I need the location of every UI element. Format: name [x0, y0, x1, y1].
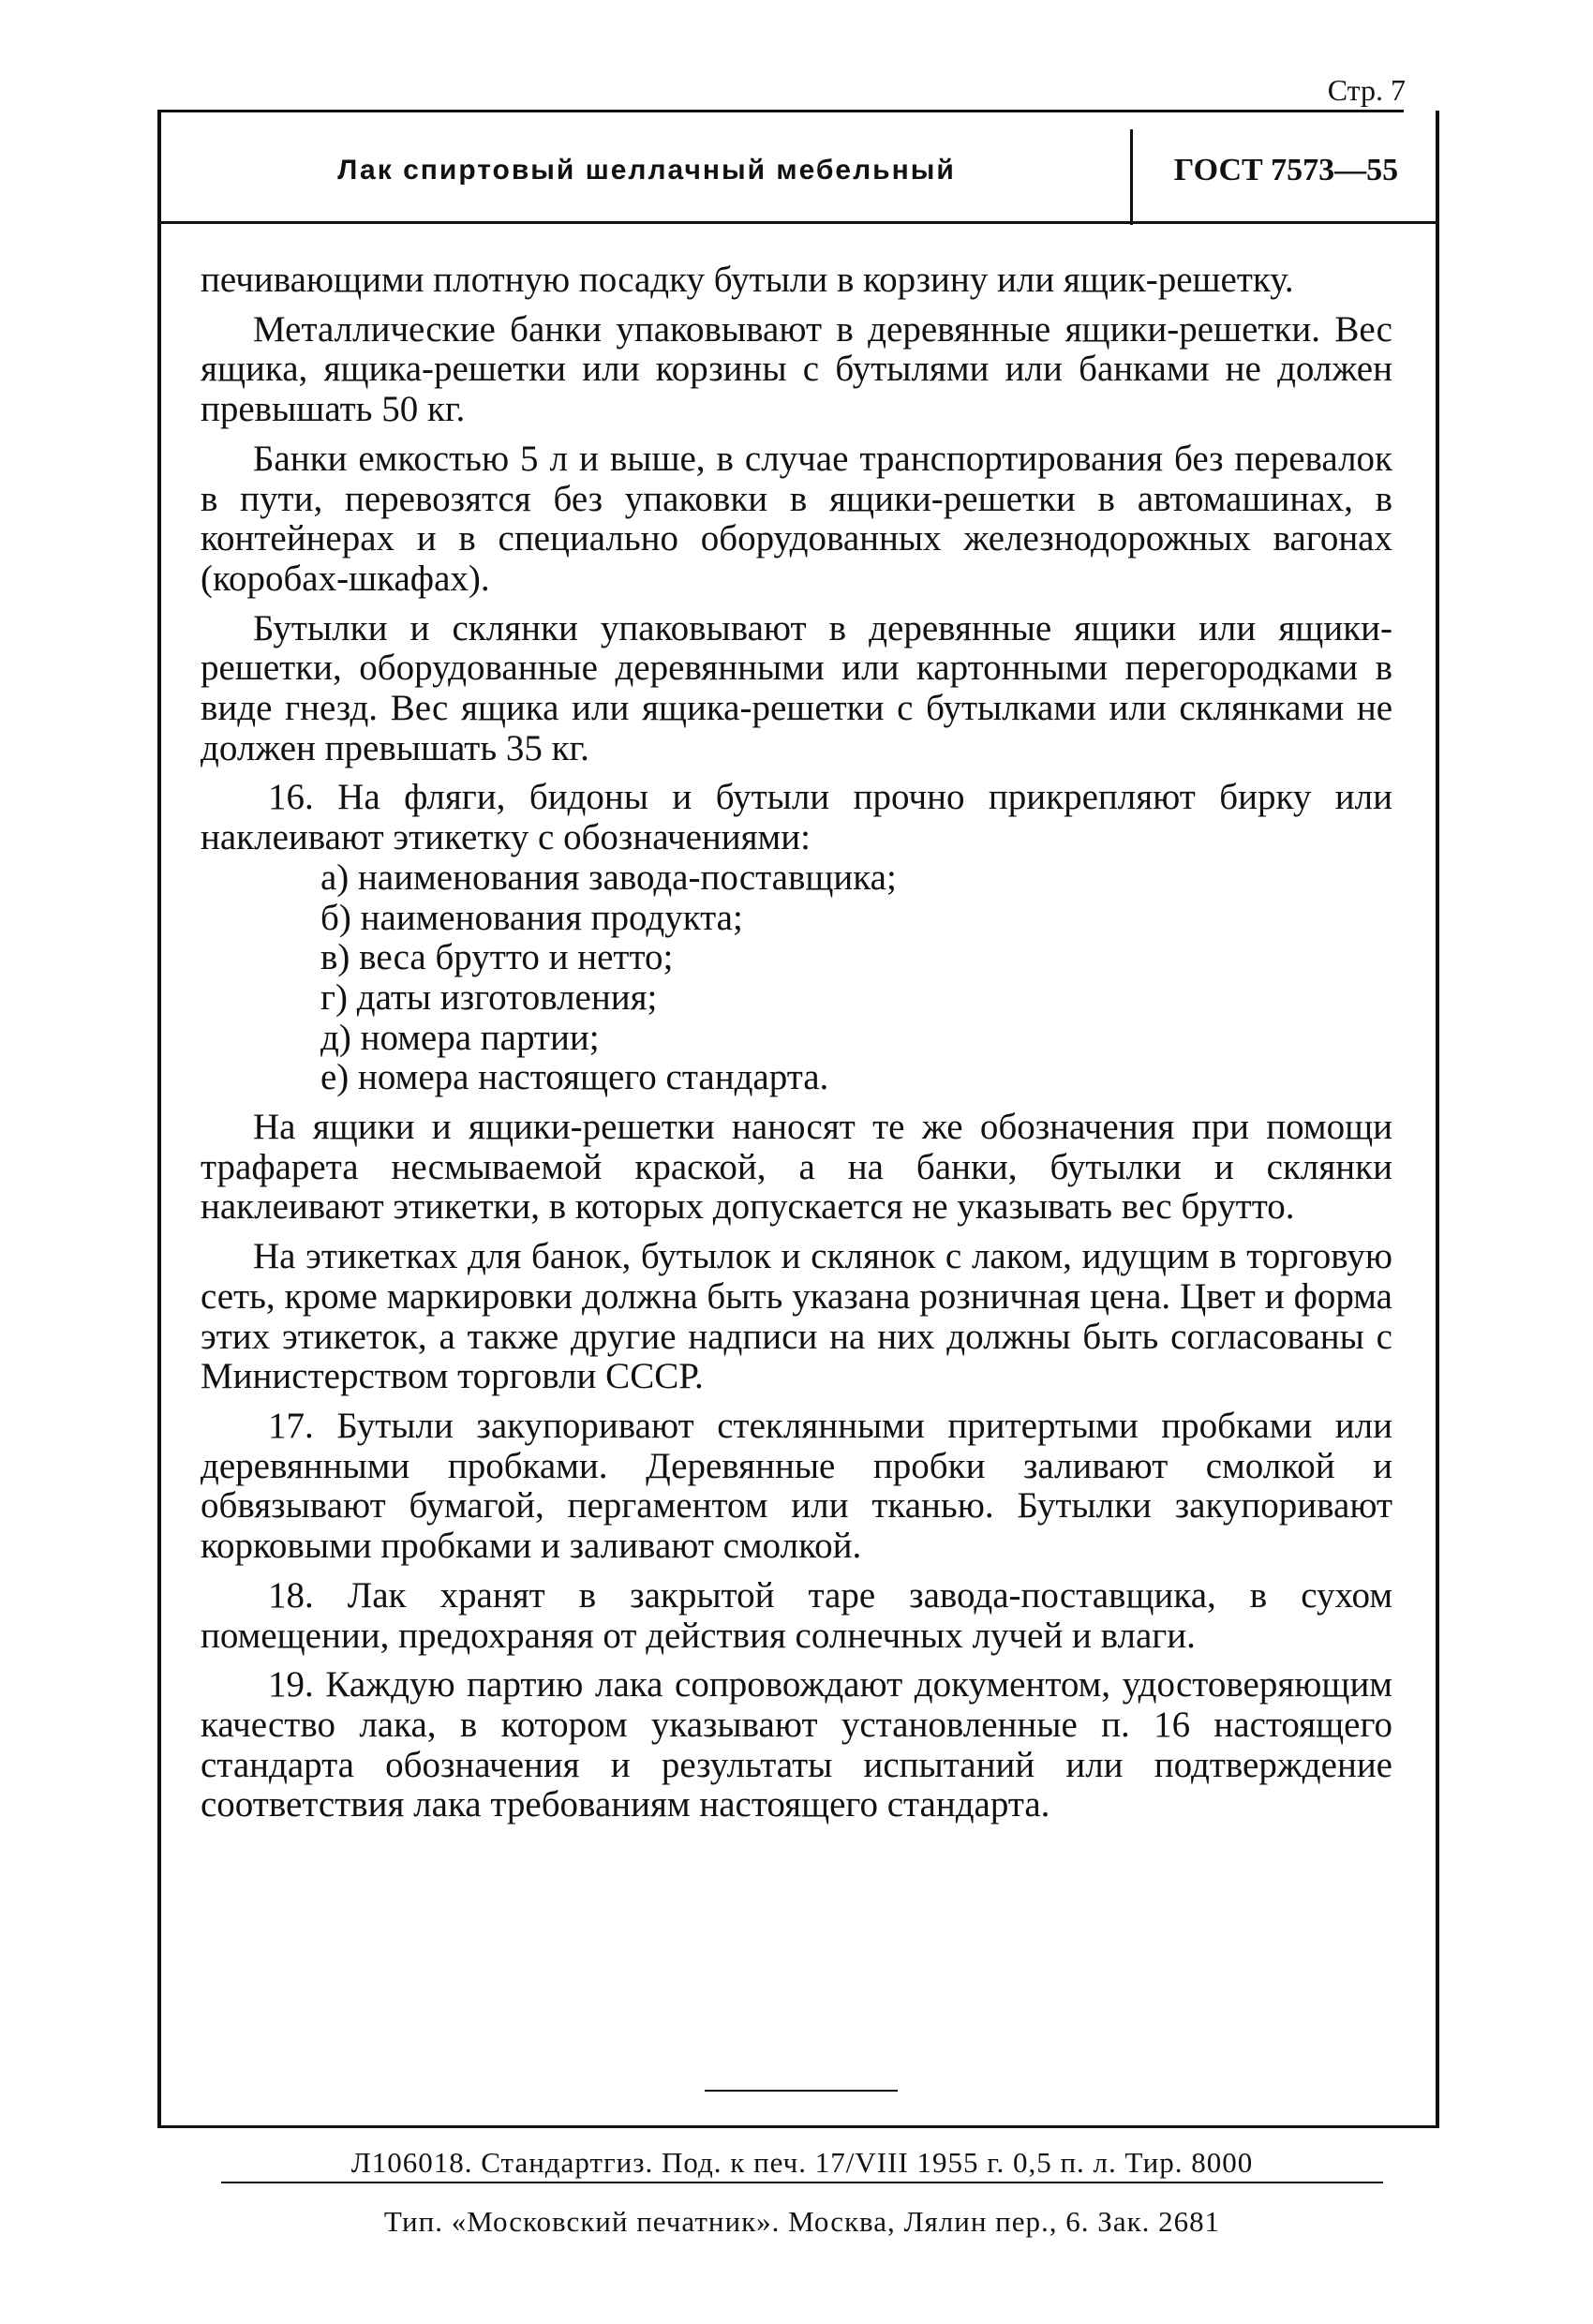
list-item: е) номера настоящего стандарта. — [320, 1057, 829, 1098]
page-number: Стр. 7 — [1327, 73, 1406, 107]
end-rule — [705, 2090, 898, 2092]
clause-19: 19. Каждую партию лака сопровождают документом, удостоверяющим качество лака, в котором указывают установленные п. 16 настоящего стандарта обозначения и результаты испытаний или подтверждение соответствия лака требованиям настоящего стандарта. — [201, 1664, 1392, 1825]
header-divider — [1130, 129, 1133, 225]
paragraph-retail-labels: На этикетках для банок, бутылок и склянок с лаком, идущим в торговую сеть, кроме маркировки должна быть указана розничная цена. Цвет и форма этих этикеток, а также другие надписи на них должны быть согласованы с Министерством торговли СССР. — [201, 1236, 1392, 1397]
document-title: Лак спиртовый шеллачный мебельный — [337, 155, 956, 186]
document-body — [201, 261, 1392, 1825]
paragraph-bottles-packing: Бутылки и склянки упаковывают в деревянные ящики или ящики-решетки, оборудованные деревянными или картонными перегородками в виде гнезд. Вес ящика или ящика-решетки с бутылками или склянками не должен превышать 35 кг. — [201, 607, 1392, 768]
list-item: а) наименования завода-поставщика; — [320, 857, 897, 898]
clause-16: 16. На фляги, бидоны и бутыли прочно прикрепляют бирку или наклеивают этикетку с обозначениями: — [201, 777, 1392, 858]
header-bottom-rule — [157, 221, 1439, 224]
list-item: г) даты изготовления; — [320, 976, 658, 1018]
marking-list — [201, 858, 1392, 1098]
imprint-line-1: Л106018. Стандартгиз. Под. к печ. 17/VIII 1955 г. 0,5 п. л. Тир. 8000 — [221, 2146, 1383, 2183]
clause-17: 17. Бутыли закупоривают стеклянными притертыми пробками или деревянными пробками. Деревянные пробки заливают смолкой и обвязывают бумагой, пергаментом или тканью. Бутылки закупоривают корковыми пробками и заливают смолкой. — [201, 1405, 1392, 1567]
header-top-rule — [157, 110, 1404, 112]
footer-rule — [157, 2125, 1439, 2128]
list-item: б) наименования продукта; — [320, 897, 743, 938]
clause-18: 18. Лак хранят в закрытой таре завода-поставщика, в сухом помещении, предохраняя от действия солнечных лучей и влаги. — [201, 1574, 1392, 1656]
list-item: в) веса брутто и нетто; — [320, 937, 674, 978]
standard-code: ГОСТ 7573—55 — [1173, 153, 1399, 187]
list-item: д) номера партии; — [320, 1017, 600, 1058]
paragraph-crate-marking: На ящики и ящики-решетки наносят те же обозначения при помощи трафарета несмываемой краской, а на банки, бутылки и склянки наклеивают этикетки, в которых допускается не указывать вес брутто. — [201, 1107, 1392, 1228]
imprint-line-2: Тип. «Московский печатник». Москва, Лялин пер., 6. Зак. 2681 — [383, 2205, 1221, 2238]
paragraph-cans-transport: Банки емкостью 5 л и выше, в случае транспортирования без перевалок в пути, перевозятся без упаковки в ящики-решетки в автомашинах, в контейнерах и в специально оборудованных железнодорожных вагонах (коробах-шкафах). — [201, 438, 1392, 599]
paragraph-metal-cans: Металлические банки упаковывают в деревянные ящики-решетки. Вес ящика, ящика-решетки или корзины с бутылями или банками не должен превышать 50 кг. — [201, 308, 1392, 430]
paragraph-continuation: печивающими плотную посадку бутыли в корзину или ящик-решетку. — [201, 260, 1294, 300]
